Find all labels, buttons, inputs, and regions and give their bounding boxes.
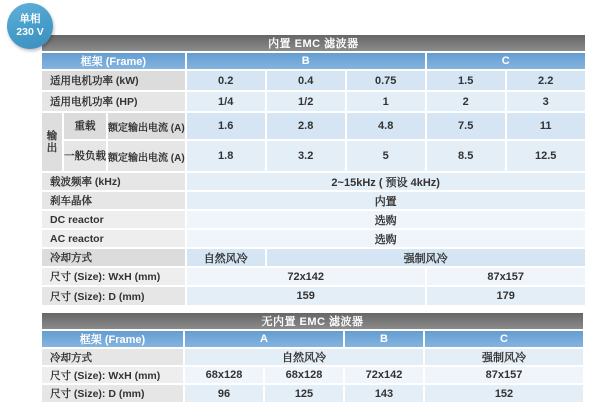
cell-hp-2: 1 <box>347 92 425 111</box>
row-label-cooling-method: 冷却方式 <box>42 249 185 266</box>
cell-wxh2-2: 72x142 <box>345 367 423 383</box>
cell-d2-1: 125 <box>265 385 343 402</box>
table1-title: 内置 EMC 滤波器 <box>42 35 585 51</box>
table1-frame-row <box>42 53 585 69</box>
row-label-ac-reactor: AC reactor <box>42 230 185 247</box>
table-no-emc-filter <box>40 311 585 404</box>
frame-label-2: 框架 (Frame) <box>42 331 183 347</box>
cell-normal-2: 5 <box>347 141 425 171</box>
frame-c-header-2: C <box>425 331 583 347</box>
table2-title-row <box>42 313 583 329</box>
row-size-wxh-2 <box>42 367 583 383</box>
frame-label: 框架 (Frame) <box>42 53 185 69</box>
cell-hp-1: 1/2 <box>267 92 345 111</box>
row-label-motor-power-kw: 适用电机功率 (kW) <box>42 71 185 90</box>
cell-kw-0: 0.2 <box>187 71 265 90</box>
row-label-rated-current-normal: 额定输出电流 (A) <box>108 141 185 171</box>
cell-kw-4: 2.2 <box>507 71 585 90</box>
cell-kw-2: 0.75 <box>347 71 425 90</box>
row-output-heavy-duty <box>42 113 585 139</box>
row-label-size-d-2: 尺寸 (Size): D (mm) <box>42 385 183 402</box>
cell-heavy-1: 2.8 <box>267 113 345 139</box>
cell-normal-4: 12.5 <box>507 141 585 171</box>
row-cooling-method-2 <box>42 349 583 365</box>
row-label-rated-current-heavy: 额定输出电流 (A) <box>108 113 185 139</box>
row-label-normal-duty: 一般负载 <box>64 141 106 171</box>
row-label-output: 输出 <box>42 113 62 171</box>
cell-cooling-natural-2: 自然风冷 <box>185 349 423 365</box>
row-label-motor-power-hp: 适用电机功率 (HP) <box>42 92 185 111</box>
cell-hp-3: 2 <box>427 92 505 111</box>
row-label-dc-reactor: DC reactor <box>42 211 185 228</box>
cell-wxh-frame-b: 72x142 <box>187 268 425 285</box>
frame-b-header: B <box>187 53 425 69</box>
table2-frame-row <box>42 331 583 347</box>
row-label-cooling-method-2: 冷却方式 <box>42 349 183 365</box>
row-label-carrier-frequency: 载波频率 (kHz) <box>42 173 185 190</box>
row-label-size-d: 尺寸 (Size): D (mm) <box>42 287 185 305</box>
cell-heavy-4: 11 <box>507 113 585 139</box>
voltage-badge <box>7 3 53 49</box>
row-label-size-wxh: 尺寸 (Size): WxH (mm) <box>42 268 185 285</box>
cell-d-frame-b: 159 <box>187 287 425 305</box>
cell-heavy-2: 4.8 <box>347 113 425 139</box>
row-dc-reactor <box>42 211 585 228</box>
row-label-heavy-duty: 重载 <box>64 113 106 139</box>
row-size-d-2 <box>42 385 583 402</box>
cell-wxh2-0: 68x128 <box>185 367 263 383</box>
cell-d2-3: 152 <box>425 385 583 402</box>
cell-brake-chopper: 内置 <box>187 192 585 209</box>
cell-heavy-0: 1.6 <box>187 113 265 139</box>
cell-wxh2-3: 87x157 <box>425 367 583 383</box>
row-label-size-wxh-2: 尺寸 (Size): WxH (mm) <box>42 367 183 383</box>
row-size-wxh <box>42 268 585 285</box>
cell-dc-reactor: 选购 <box>187 211 585 228</box>
cell-heavy-3: 7.5 <box>427 113 505 139</box>
cell-d2-2: 143 <box>345 385 423 402</box>
row-carrier-frequency <box>42 173 585 190</box>
frame-c-header: C <box>427 53 585 69</box>
row-output-normal-duty <box>42 141 585 171</box>
cell-normal-3: 8.5 <box>427 141 505 171</box>
row-motor-power-hp <box>42 92 585 111</box>
cell-hp-4: 3 <box>507 92 585 111</box>
badge-phase: 单相 <box>19 13 41 26</box>
row-label-brake-chopper: 刹车晶体 <box>42 192 185 209</box>
cell-carrier-frequency: 2~15kHz ( 预设 4kHz) <box>187 173 585 190</box>
cell-ac-reactor: 选购 <box>187 230 585 247</box>
cell-wxh2-1: 68x128 <box>265 367 343 383</box>
cell-hp-0: 1/4 <box>187 92 265 111</box>
cell-kw-3: 1.5 <box>427 71 505 90</box>
cell-cooling-forced: 强制风冷 <box>267 249 585 266</box>
cell-d-frame-c: 179 <box>427 287 585 305</box>
row-size-d <box>42 287 585 305</box>
frame-b-header-2: B <box>345 331 423 347</box>
row-brake-chopper <box>42 192 585 209</box>
table-built-in-emc-filter <box>40 33 587 307</box>
cell-kw-1: 0.4 <box>267 71 345 90</box>
cell-normal-0: 1.8 <box>187 141 265 171</box>
table2-title: 无内置 EMC 滤波器 <box>42 313 583 329</box>
row-ac-reactor <box>42 230 585 247</box>
cell-normal-1: 3.2 <box>267 141 345 171</box>
cell-d2-0: 96 <box>185 385 263 402</box>
cell-cooling-natural: 自然风冷 <box>187 249 265 266</box>
cell-wxh-frame-c: 87x157 <box>427 268 585 285</box>
row-cooling-method <box>42 249 585 266</box>
table1-title-row <box>42 35 585 51</box>
row-motor-power-kw <box>42 71 585 90</box>
badge-voltage: 230 V <box>16 26 44 38</box>
cell-cooling-forced-2: 强制风冷 <box>425 349 583 365</box>
frame-a-header-2: A <box>185 331 343 347</box>
